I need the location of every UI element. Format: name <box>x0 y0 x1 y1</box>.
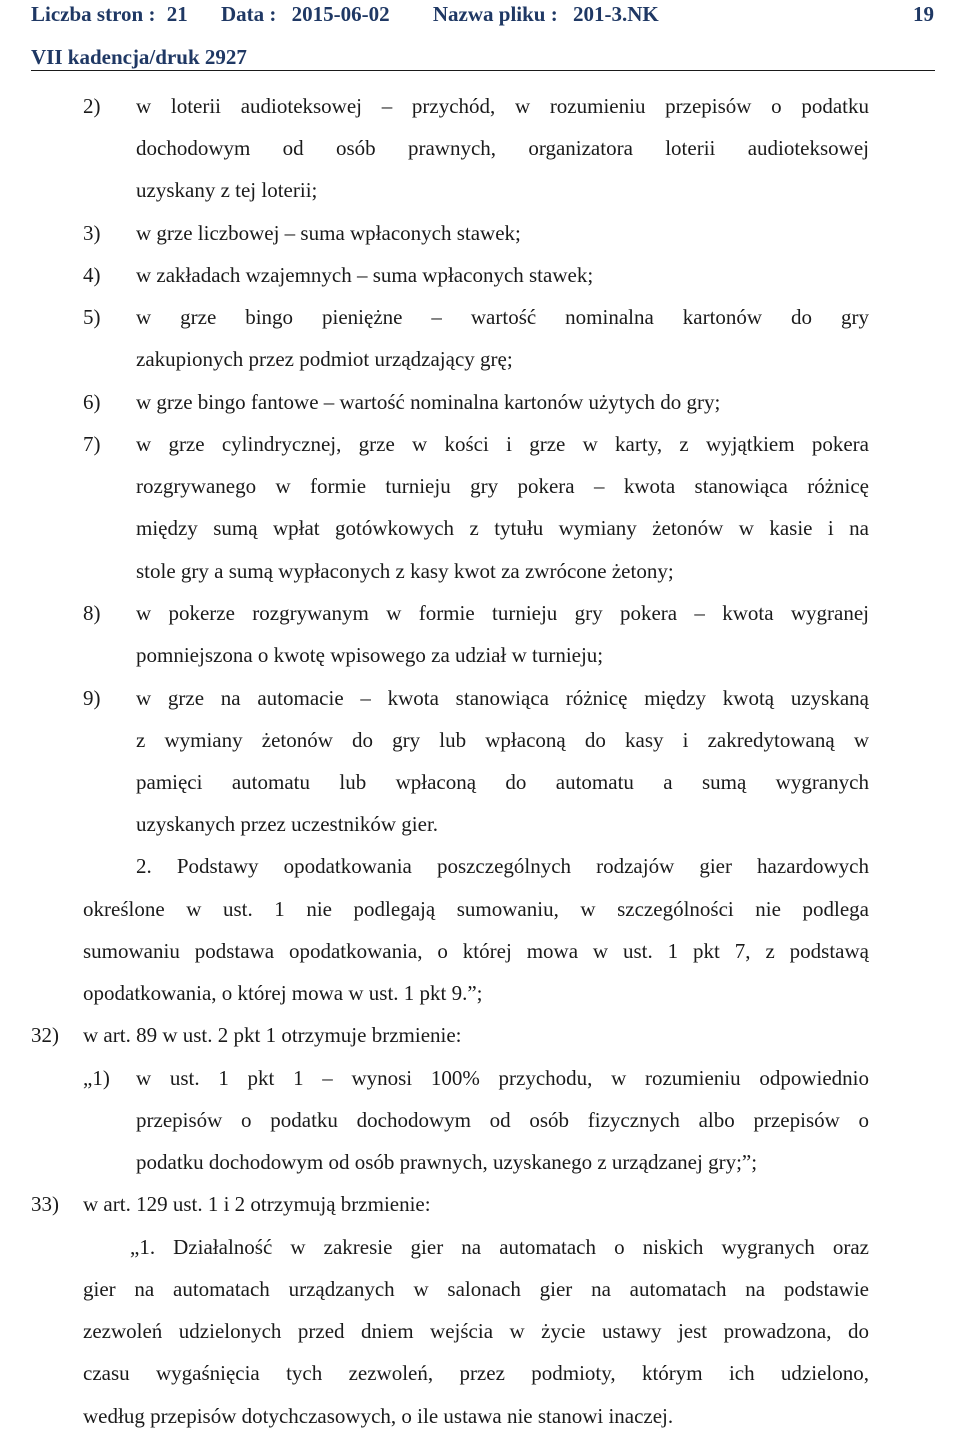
page-number: 19 <box>913 2 934 26</box>
line-text: między sumą wpłat gotówkowych z tytułu wymiany żetonów w kasie i na <box>136 516 869 540</box>
item-number: 2) <box>83 94 101 118</box>
file-value: 201-3.NK <box>572 2 659 26</box>
line-text: w grze liczbowej – suma wpłaconych stawek; <box>136 221 521 245</box>
date-label: Data : <box>220 2 277 26</box>
line-text: w loterii audioteksowej – przychód, w rozumieniu przepisów o podatku <box>136 94 869 118</box>
line-text: w zakładach wzajemnych – suma wpłaconych stawek; <box>136 263 594 287</box>
line-text: zezwoleń udzielonych przed dniem wejścia w życie ustawy jest prowadzona, do <box>83 1319 869 1343</box>
item-number: 8) <box>83 601 101 625</box>
line-text: w grze cylindrycznej, grze w kości i grze w karty, z wyjątkiem pokera <box>136 432 869 456</box>
line-text: w grze na automacie – kwota stanowiąca różnicę między kwotą uzyskaną <box>136 686 869 710</box>
line-text: według przepisów dotychczasowych, o ile ustawa nie stanowi inaczej. <box>83 1404 674 1428</box>
line-text: opodatkowania, o której mowa w ust. 1 pkt 9.”; <box>83 981 483 1005</box>
pages-value: 21 <box>166 2 188 26</box>
file-label: Nazwa pliku : <box>432 2 558 26</box>
line-text: czasu wygaśnięcia tych zezwoleń, przez podmioty, którym ich udzielono, <box>83 1361 869 1385</box>
line-text: stole gry a sumą wypłaconych z kasy kwot za zwrócone żetony; <box>136 559 674 583</box>
item-number: 6) <box>83 390 101 414</box>
line-text: 2. Podstawy opodatkowania poszczególnych rodzajów gier hazardowych <box>136 854 869 878</box>
line-text: zakupionych przez podmiot urządzający grę; <box>136 347 513 371</box>
line-text: określone w ust. 1 nie podlegają sumowaniu, w szczególności nie podlega <box>83 897 869 921</box>
line-text: pomniejszona o kwotę wpisowego za udział w turnieju; <box>136 643 604 667</box>
line-text: gier na automatach urządzanych w salonach gier na automatach na podstawie <box>83 1277 869 1301</box>
pages-label: Liczba stron : <box>31 2 156 26</box>
line-text: pamięci automatu lub wpłaconą do automatu a sumą wygranych <box>136 770 869 794</box>
line-text: w grze bingo pieniężne – wartość nominalna kartonów do gry <box>136 305 869 329</box>
line-text: w art. 129 ust. 1 i 2 otrzymują brzmienie: <box>83 1192 431 1216</box>
item-number: 32) <box>31 1023 59 1047</box>
item-number: 4) <box>83 263 101 287</box>
line-text: przepisów o podatku dochodowym od osób fizycznych albo przepisów o <box>136 1108 869 1132</box>
line-text: dochodowym od osób prawnych, organizatora loterii audioteksowej <box>136 136 869 160</box>
line-text: uzyskanych przez uczestników gier. <box>136 812 439 836</box>
line-text: w pokerze rozgrywanym w formie turnieju gry pokera – kwota wygranej <box>136 601 869 625</box>
item-number: 7) <box>83 432 101 456</box>
item-number: 3) <box>83 221 101 245</box>
print-reference: VII kadencja/druk 2927 <box>31 45 247 69</box>
line-text: w grze bingo fantowe – wartość nominalna kartonów użytych do gry; <box>136 390 721 414</box>
line-text: sumowaniu podstawa opodatkowania, o której mowa w ust. 1 pkt 7, z podstawą <box>83 939 869 963</box>
item-number: 33) <box>31 1192 59 1216</box>
item-number: 5) <box>83 305 101 329</box>
date-value: 2015-06-02 <box>291 2 390 26</box>
line-text: „1. Działalność w zakresie gier na automatach o niskich wygranych oraz <box>130 1235 869 1259</box>
item-number: 9) <box>83 686 101 710</box>
line-text: w ust. 1 pkt 1 – wynosi 100% przychodu, w rozumieniu odpowiednio <box>136 1066 869 1090</box>
line-text: w art. 89 w ust. 2 pkt 1 otrzymuje brzmienie: <box>83 1023 462 1047</box>
line-text: z wymiany żetonów do gry lub wpłaconą do kasy i zakredytowaną w <box>136 728 869 752</box>
item-number: „1) <box>83 1066 110 1090</box>
line-text: uzyskany z tej loterii; <box>136 178 318 202</box>
line-text: rozgrywanego w formie turnieju gry pokera – kwota stanowiąca różnicę <box>136 474 869 498</box>
line-text: podatku dochodowym od osób prawnych, uzyskanego z urządzanej gry;”; <box>136 1150 758 1174</box>
